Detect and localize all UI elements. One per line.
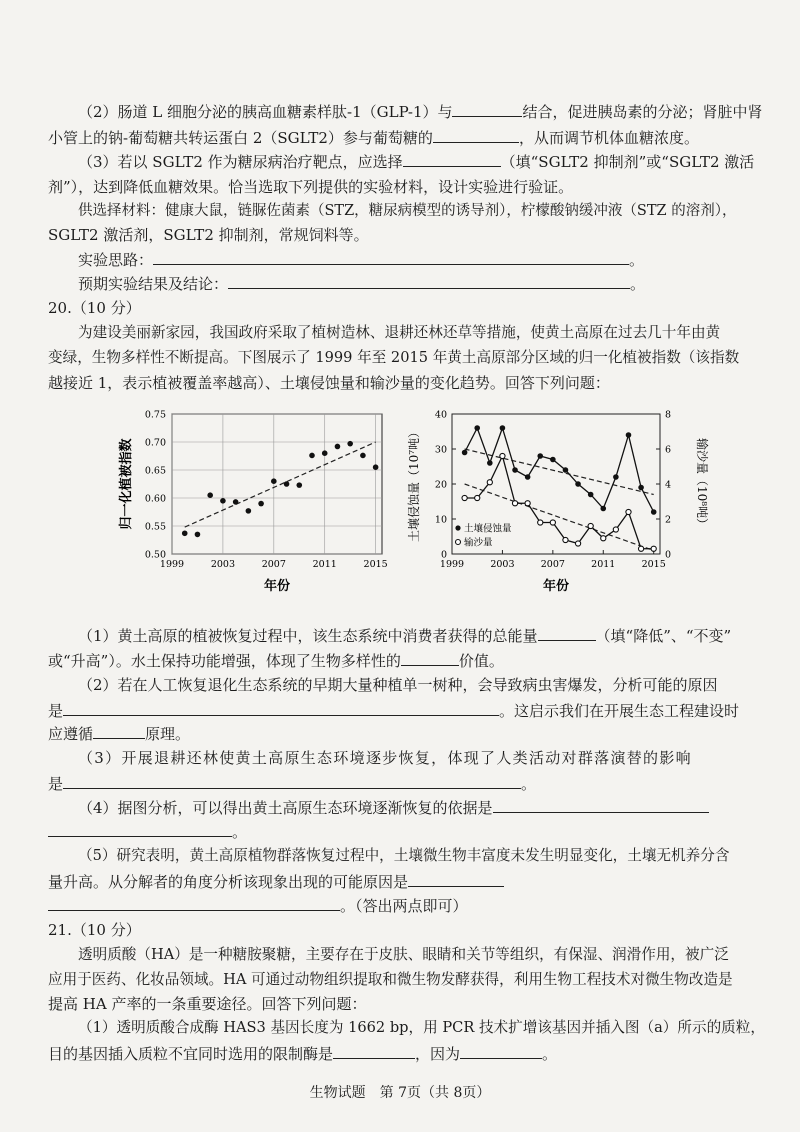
y-tick-label: 20 <box>434 479 447 491</box>
trend-line <box>185 442 376 527</box>
q19-idea-period: 。 <box>629 251 645 269</box>
x-tick-label: 1999 <box>439 559 465 570</box>
q20-s4-text-a: （4）据图分析，可以得出黄土高原生态环境逐渐恢复的依据是 <box>78 799 493 817</box>
sediment-point <box>601 536 606 541</box>
q21-intro-c: 提高 HA 产率的一条重要途径。回答下列问题： <box>48 995 367 1013</box>
q20-s1-text-d: 价值。 <box>458 652 504 670</box>
x-tick-label: 2007 <box>540 559 565 570</box>
q20-s3-text-b: 是 <box>48 775 64 793</box>
erosion-point <box>537 453 543 459</box>
y-tick-label: 0.70 <box>144 437 166 449</box>
q19-part2-text-c: 小管上的钠-葡萄糖共转运蛋白 2（SGLT2）参与葡萄糖的 <box>48 129 433 147</box>
q19-materials <box>48 198 766 224</box>
q20-s2-text-d: 应遵循 <box>48 725 94 743</box>
q19-part2-text-d: ，从而调节机体血糖浓度。 <box>518 129 699 147</box>
x-tick-label: 2011 <box>591 559 616 570</box>
y-axis-label: 土壤侵蚀量（10⁷吨） <box>407 425 421 543</box>
data-point <box>233 499 239 505</box>
q20-header: 20.（10 分） <box>48 299 141 317</box>
q19-part3-text-b: （填“SGLT2 抑制剂”或“SGLT2 激活 <box>500 153 755 171</box>
x-tick-label: 1999 <box>159 559 185 570</box>
q20-s2-line3 <box>48 720 766 747</box>
erosion-point <box>512 467 518 473</box>
sediment-point <box>626 509 631 514</box>
data-point <box>246 508 252 514</box>
data-point <box>195 532 201 538</box>
q19-result-period: 。 <box>630 275 646 293</box>
q20-s2: （2）若在人工恢复退化生态系统的早期大量种植单一树种，会导致病虫害爆发，分析可能的原因 <box>78 676 718 694</box>
sediment-point <box>651 546 656 551</box>
y-tick-label: 10 <box>434 514 447 526</box>
q19-part3-text-c: 剂”），达到降低血糖效果。恰当选取下列提供的实验材料，设计实验进行验证。 <box>48 178 574 196</box>
q19-idea-label: 实验思路： <box>78 251 154 269</box>
q19-part2-line2 <box>48 124 766 151</box>
q20-s3-line2 <box>48 770 766 797</box>
erosion-point <box>626 432 632 438</box>
q20-s4-text-b: 。 <box>232 823 248 841</box>
sediment-point <box>563 537 568 542</box>
sediment-point <box>525 501 530 506</box>
y-right-tick-label: 0 <box>665 549 672 561</box>
x-axis-label: 年份 <box>263 579 291 594</box>
erosion-chart <box>398 400 728 604</box>
y-right-tick-label: 4 <box>665 479 672 491</box>
answer-blank[interactable] <box>153 246 629 265</box>
data-point <box>347 441 353 447</box>
y-tick-label: 0.65 <box>144 465 166 477</box>
q20-intro-a: 为建设美丽新家园，我国政府采取了植树造林、退耕还林还草等措施，使黄土高原在过去几十年由黄 <box>78 324 721 341</box>
y-tick-label: 0.55 <box>144 521 166 533</box>
q21-s1-text-b: 目的基因插入质粒不宜同时选用的限制酶是 <box>48 1045 334 1063</box>
x-tick-label: 2003 <box>490 559 515 570</box>
q20-s5-text-c: 。（答出两点即可） <box>340 897 468 915</box>
q19-materials-text-b: SGLT2 激活剂，SGLT2 抑制剂，常规饲料等。 <box>48 226 369 244</box>
erosion-point <box>588 492 594 498</box>
data-point <box>309 453 315 459</box>
erosion-chart-svg <box>398 400 728 600</box>
answer-blank[interactable] <box>433 124 519 143</box>
answer-blank[interactable] <box>48 892 340 911</box>
x-tick-label: 2003 <box>210 559 236 570</box>
q20-s4 <box>48 794 766 821</box>
erosion-point <box>500 425 506 431</box>
q21-s1-line2 <box>48 1040 766 1067</box>
q20-s1-text-a: （1）黄土高原的植被恢复过程中，该生态系统中消费者获得的总能量 <box>78 627 538 645</box>
data-point <box>360 453 366 459</box>
y-tick-label: 30 <box>434 444 447 456</box>
data-point <box>220 498 226 504</box>
q19-part3-text-a: （3）若以 SGLT2 作为糖尿病治疗靶点，应选择 <box>78 153 403 171</box>
data-point <box>296 482 302 488</box>
q21-s1-text-d: 。 <box>542 1045 558 1063</box>
erosion-point <box>575 481 581 487</box>
data-point <box>373 464 379 470</box>
q21-intro-a: 透明质酸（HA）是一种糖胺聚糖，主要存在于皮肤、眼睛和关节等组织，有保湿、润滑作用，被广泛 <box>78 946 729 963</box>
q21-intro-b: 应用于医药、化妆品领域。HA 可通过动物组织提取和微生物发酵获得，利用生物工程技术对微生物改造是 <box>48 971 733 988</box>
data-point <box>271 478 277 484</box>
erosion-point <box>462 450 468 456</box>
q20-s1-line2 <box>48 647 766 674</box>
y-right-tick-label: 6 <box>665 444 672 456</box>
sediment-point <box>487 480 492 485</box>
q19-part2-text-a: （2）肠道 L 细胞分泌的胰高血糖素样肽-1（GLP-1）与 <box>78 103 453 121</box>
q20-intro-c: 越接近 1，表示植被覆盖率越高）、土壤侵蚀量和输沙量的变化趋势。回答下列问题： <box>48 374 610 392</box>
q19-part2-text-b: 结合，促进胰岛素的分泌；肾脏中肾 <box>522 103 763 121</box>
sediment-point <box>462 495 467 500</box>
q19-result-label: 预期实验结果及结论： <box>78 275 229 293</box>
y-tick-label: 0 <box>440 549 447 561</box>
sediment-point <box>512 501 517 506</box>
legend-marker-sediment <box>456 540 461 545</box>
ndvi-chart <box>108 400 398 604</box>
q20-intro-b: 变绿，生物多样性不断提高。下图展示了 1999 年至 2015 年黄土高原部分区域的归一化植被指数（该指数 <box>48 349 740 366</box>
erosion-point <box>474 425 480 431</box>
y-right-tick-label: 2 <box>665 514 672 526</box>
sediment-point <box>550 520 555 525</box>
sediment-point <box>613 527 618 532</box>
y-tick-label: 40 <box>434 409 447 421</box>
q20-s2-text-e: 原理。 <box>145 725 191 743</box>
y-axis-label: 归一化植被指数 <box>119 438 134 530</box>
answer-blank[interactable] <box>401 647 459 666</box>
q20-s3: （3）开展退耕还林使黄土高原生态环境逐步恢复，体现了人类活动对群落演替的影响 <box>78 749 692 767</box>
q20-s1 <box>48 622 766 649</box>
answer-blank[interactable] <box>48 818 232 837</box>
answer-blank[interactable] <box>403 148 501 167</box>
erosion-point <box>563 467 569 473</box>
data-point <box>322 450 328 456</box>
x-tick-label: 2011 <box>312 559 337 570</box>
answer-blank[interactable] <box>452 98 522 117</box>
answer-blank[interactable] <box>63 697 499 716</box>
q21-s1-text-c: ，因为 <box>415 1045 461 1063</box>
q21-header: 21.（10 分） <box>48 921 141 939</box>
series-line-sediment <box>465 456 654 549</box>
y-tick-label: 0.60 <box>144 493 166 505</box>
q20-s5: （5）研究表明，黄土高原植物群落恢复过程中，土壤微生物丰富度未发生明显变化，土壤无机养分含 <box>78 847 730 864</box>
erosion-point <box>487 460 493 466</box>
q20-s5-line3 <box>48 892 766 919</box>
x-tick-label: 2015 <box>641 559 666 570</box>
erosion-point <box>525 474 531 480</box>
q19-idea <box>48 246 766 273</box>
answer-blank[interactable] <box>228 270 630 289</box>
q20-s5-line2 <box>48 868 766 895</box>
data-point <box>258 501 264 507</box>
answer-blank[interactable] <box>408 868 504 887</box>
erosion-point <box>638 485 644 491</box>
answer-blank[interactable] <box>333 1040 415 1059</box>
answer-blank[interactable] <box>93 720 145 739</box>
q20-s1-text-c: 或“升高”）。水土保持功能增强，体现了生物多样性的 <box>48 652 401 670</box>
sediment-point <box>475 495 480 500</box>
q19-materials-text-a: 供选择材料：健康大鼠，链脲佐菌素（STZ，糖尿病模型的诱导剂），柠檬酸钠缓冲液（STZ 的溶剂）， <box>78 203 737 219</box>
x-tick-label: 2007 <box>261 559 286 570</box>
erosion-point <box>550 457 556 463</box>
q20-s1-text-b: （填“降低”、“不变” <box>595 627 732 645</box>
data-point <box>207 492 213 498</box>
legend-label-erosion: 土壤侵蚀量 <box>464 523 512 535</box>
y-tick-label: 0.50 <box>144 549 166 561</box>
answer-blank[interactable] <box>538 622 596 641</box>
x-tick-label: 2015 <box>363 559 388 570</box>
q19-materials-line2 <box>48 222 766 248</box>
legend-marker-erosion <box>455 525 460 530</box>
x-axis-label: 年份 <box>542 579 570 594</box>
sediment-point <box>588 523 593 528</box>
data-point <box>182 530 188 536</box>
answer-blank[interactable] <box>493 794 709 813</box>
y-tick-label: 0.75 <box>144 409 166 421</box>
sediment-point <box>500 453 505 458</box>
ndvi-chart-svg <box>108 400 398 600</box>
q20-s3-text-c: 。 <box>521 775 537 793</box>
data-point <box>335 444 341 450</box>
q19-part2 <box>48 98 766 125</box>
y-right-axis-label: 输沙量（10⁸吨） <box>695 437 709 531</box>
q19-part3-line2 <box>48 174 766 200</box>
sediment-point <box>638 546 643 551</box>
q19-part3 <box>48 148 766 175</box>
q20-s5-text-b: 量升高。从分解者的角度分析该现象出现的可能原因是 <box>48 873 409 891</box>
erosion-point <box>651 509 657 515</box>
y-right-tick-label: 8 <box>665 409 672 421</box>
q20-s2-text-b: 是 <box>48 702 64 720</box>
erosion-point <box>613 474 619 480</box>
q20-s4-line2 <box>48 818 766 845</box>
erosion-point <box>600 506 606 512</box>
q21-s1: （1）透明质酸合成酶 HAS3 基因长度为 1662 bp，用 PCR 技术扩增该基因并插入图（a）所示的质粒， <box>78 1019 765 1036</box>
legend-label-sediment: 输沙量 <box>464 537 493 549</box>
q19-result <box>48 270 766 297</box>
sediment-point <box>575 541 580 546</box>
sediment-point <box>538 520 543 525</box>
answer-blank[interactable] <box>63 770 521 789</box>
answer-blank[interactable] <box>460 1040 542 1059</box>
series-line-erosion <box>465 428 654 512</box>
page-footer: 生物试题 第 7页（共 8页） <box>309 1085 491 1101</box>
q20-s2-text-c: 。这启示我们在开展生态工程建设时 <box>499 702 740 720</box>
data-point <box>284 481 290 487</box>
plot-frame <box>172 414 382 554</box>
